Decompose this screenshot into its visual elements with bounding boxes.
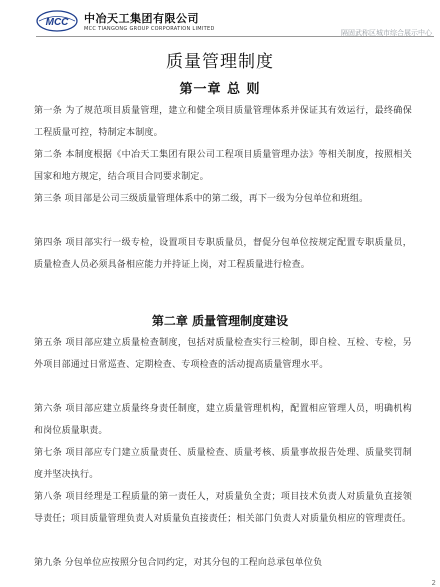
page-header [0, 0, 440, 42]
article-3: 第三条 项目部是公司三级质量管理体系中的第二级，再下一级为分包单位和班组。 [34, 194, 369, 204]
chapter-heading-2: 第二章 质量管理制度建设 [151, 314, 289, 328]
project-name: 隔固武称区城市综合展示中心 [341, 29, 432, 37]
chapter-heading-1: 第一章 总 则 [179, 82, 261, 97]
header-divider [36, 36, 434, 37]
article-6: 第六条 项目部应建立质量终身责任制度，建立质量管理机构，配置相应管理人员，明确机构和岗位质量职责。 [34, 404, 412, 436]
company-name-en: MCC TIANGONG GROUP CORPORATION LIMITED [84, 26, 215, 32]
document-title: 质量管理制度 [166, 52, 274, 72]
svg-text:MCC: MCC [45, 17, 69, 28]
article-9: 第九条 分包单位应按照分包合同约定，对其分包的工程向总承包单位负 [34, 558, 323, 568]
article-8: 第八条 项目经理是工程质量的第一责任人，对质量负全责；项目技术负责人对质量负直接领导责任；项目质量管理负责人对质量负直接责任；相关部门负责人对质量负相应的管理责任。 [34, 492, 412, 524]
company-name-cn: 中冶天工集团有限公司 [84, 12, 199, 25]
article-5: 第五条 项目部应建立质量检查制度，包括对质量检查实行三检制，即自检、互检、专检，另外项目部通过日常巡查、定期检查、专项检查的活动提高质量管理水平。 [34, 338, 412, 370]
page-number: 2 [431, 579, 436, 587]
article-1: 第一条 为了规范项目质量管理，建立和健全项目质量管理体系并保证其有效运行，最终确保工程质量可控，特制定本制度。 [34, 106, 412, 138]
article-4: 第四条 项目部实行一级专检，设置项目专职质量员，督促分包单位按规定配置专职质量员，质量检查人员必须具备相应能力并持证上岗，对工程质量进行检查。 [34, 238, 412, 270]
article-2: 第二条 本制度根据《中冶天工集团有限公司工程项目质量管理办法》等相关制度，按照相关国家和地方规定，结合项目合同要求制定。 [34, 150, 412, 182]
mcc-logo-icon [36, 10, 78, 32]
article-7: 第七条 项目部应专门建立质量责任、质量检查、质量考核、质量事故报告处理、质量奖罚制度并坚决执行。 [34, 448, 412, 480]
